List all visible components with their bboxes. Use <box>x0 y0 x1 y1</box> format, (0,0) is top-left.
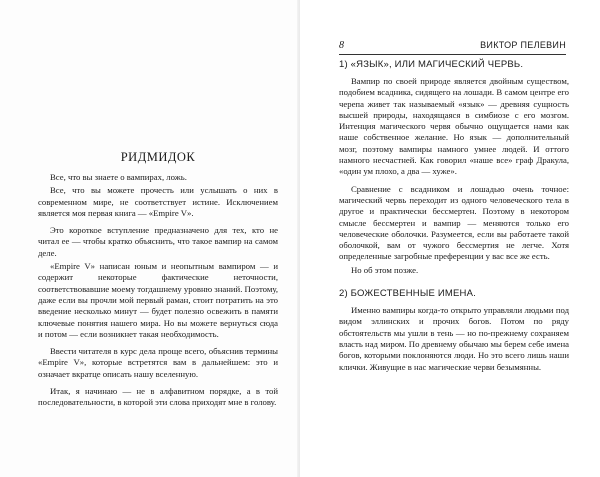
left-paragraph-1: Все, что вы знаете о вампирах, ложь. <box>50 172 187 182</box>
section-1-paragraph-1: Вампир по своей природе является двойным существом, подобием всадника, сидящего на лошади. В самом центре его черепа живет так называемый «язык» — древняя сущность высшей природы, находящаяся в симбиозе с его мозгом. Интенция магического червя обычно ощущается нами как наше собственное желание. Но язык — дополнительный мозг, поэтому вампиры намного умнее людей. И оттого намного несчастней. Как говорил «наше все» граф Дракула, «один ум плохо, а два — хуже». <box>339 76 569 177</box>
right-page-content <box>339 59 569 375</box>
left-paragraph-6: Итак, я начинаю — не в алфавитном порядке, а в той последовательности, в которой эти слова приходят мне в голову. <box>38 386 278 408</box>
section-title-1: 1) «ЯЗЫК», ИЛИ МАГИЧЕСКИЙ ЧЕРВЬ. <box>339 59 524 70</box>
header-rule <box>339 54 566 55</box>
section-2-paragraph-1: Именно вампиры когда-то открыто управляли людьми под видом эллинских и прочих богов. Потом по ряду обстоятельств мы ушли в тень — но по-прежнему сохраняем власть над миром. По древнему обычаю мы берем себе имена богов, которыми поклоняются люди. Но это всего лишь наши клички. Живущие в нас магические черви безымянны. <box>339 305 569 372</box>
book-author: ВИКТОР ПЕЛЕВИН <box>480 40 566 50</box>
page-number: 8 <box>339 40 344 51</box>
left-page-content <box>38 150 278 411</box>
section-title-2: 2) БОЖЕСТВЕННЫЕ ИМЕНА. <box>339 288 476 300</box>
section-1-paragraph-2: Сравнение с всадником и лошадью очень точное: магический червь переходит из одного человеческого тела в другое и практически бессмертен. Поэтому в некотором смысле бессмертен и вампир — меняются только его человеческие оболочки. Разумеется, если вы работаете такой оболочкой, вам от чужого бессмертия не легче. Хотя определенные загробные преференции у вас все же есть. <box>339 183 569 262</box>
left-paragraph-4: «Empire V» написан юным и неопытным вампиром — и содержит некоторые фактические неточности, соответствовавшие моему тогдашнему уровню знаний. Поэтому, даже если вы прочли мой первый раман, стоит потратить на это введение несколько минут — будет полезно освежить в памяти ключевые понятия нашего мира. Но вы можете вернуться сюда и потом — если возникнет такая необходимость. <box>38 261 278 339</box>
running-head <box>339 40 566 52</box>
section-1-paragraph-3: Но об этом позже. <box>351 264 419 275</box>
left-paragraph-3: Это короткое вступление предназначено для тех, кто не читал ее — чтобы кратко объяснить, что такое вампир на самом деле. <box>38 225 278 258</box>
left-paragraph-2: Все, что вы можете прочесть или услышать о них в современном мире, не соответствует истине. Исключением является моя первая книга — «Empire V». <box>38 185 278 218</box>
left-paragraph-5: Ввести читателя в курс дела проще всего, объяснив термины «Empire V», которые встретятся вам в дальнейшем: это и означает вкратце описать нашу вселенную. <box>38 346 278 379</box>
chapter-title: РИДМИДОК <box>120 150 196 164</box>
